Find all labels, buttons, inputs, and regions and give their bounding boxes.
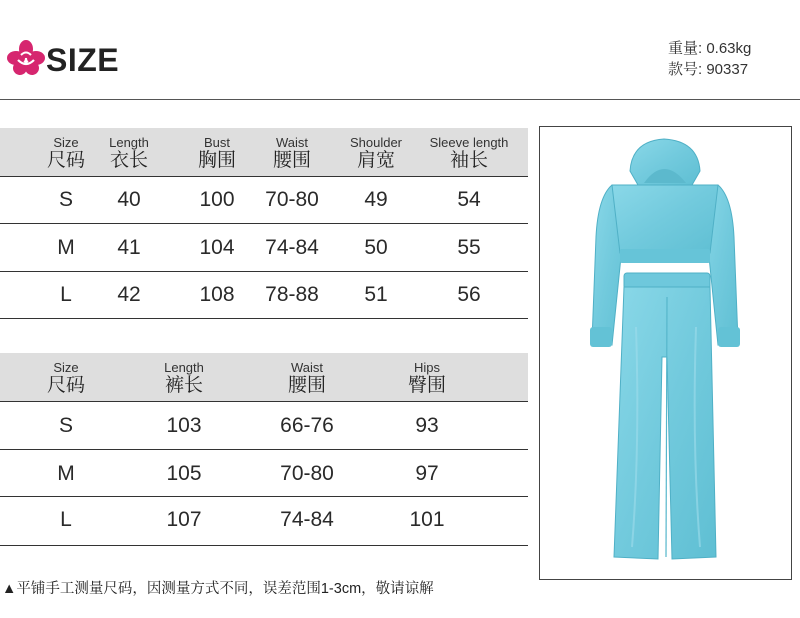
table-cell: 108: [199, 283, 235, 306]
table-rule: [0, 271, 528, 272]
column-header: Waist 腰围: [287, 360, 327, 396]
column-header: Size 尺码: [46, 135, 86, 171]
table-rule: [0, 176, 528, 177]
table-cell: 50: [364, 236, 388, 259]
table-cell: 70-80: [265, 188, 319, 211]
table-cell: 66-76: [280, 414, 334, 437]
table-cell: 78-88: [265, 283, 319, 306]
table-cell: 51: [364, 283, 388, 306]
table-cell: 74-84: [280, 508, 334, 531]
blue-hoodie-pants-set-photo: [540, 127, 791, 579]
header-divider: [0, 99, 800, 100]
measurement-note: [2, 578, 434, 600]
table-rule: [0, 449, 528, 450]
table-cell: 40: [117, 188, 141, 211]
table-cell: 107: [166, 508, 202, 531]
column-header: Waist 腰围: [272, 135, 312, 171]
top-size-table: [0, 128, 528, 320]
bottom-size-table: [0, 353, 528, 549]
table-cell: 104: [199, 236, 235, 259]
table-cell: M: [57, 462, 75, 485]
weight-text: 重量: 0.63kg: [668, 40, 752, 57]
table-cell: 41: [117, 236, 141, 259]
table-rule: [0, 496, 528, 497]
table-cell: 54: [457, 188, 481, 211]
table-cell: 100: [199, 188, 235, 211]
table-rule: [0, 223, 528, 224]
table-rule: [0, 318, 528, 319]
table-cell: 93: [415, 414, 439, 437]
triangle-up-icon: ▲: [2, 581, 17, 597]
column-header: Length 衣长: [109, 135, 149, 171]
table-cell: M: [57, 236, 75, 259]
column-header: Shoulder 肩宽: [349, 135, 403, 171]
column-header: Sleeve length 袖长: [429, 135, 509, 171]
table-cell: S: [58, 188, 74, 211]
product-meta: [668, 38, 778, 80]
table-cell: 101: [409, 508, 445, 531]
table-cell: 70-80: [280, 462, 334, 485]
table-cell: L: [60, 283, 72, 306]
product-photo: [539, 126, 792, 580]
table-cell: 42: [117, 283, 141, 306]
table-cell: L: [60, 508, 72, 531]
table-cell: 56: [457, 283, 481, 306]
column-header: Hips 臀围: [407, 360, 447, 396]
table-rule: [0, 401, 528, 402]
brand-title: SIZE: [46, 42, 120, 78]
table-cell: 74-84: [265, 236, 319, 259]
column-header: Length 裤长: [164, 360, 204, 396]
table-cell: S: [58, 414, 74, 437]
brand-logo-icon: [6, 38, 46, 78]
table-cell: 105: [166, 462, 202, 485]
note-text: 平铺手工测量尺码，因测量方式不同，误差范围1-3cm，敬请谅解: [16, 581, 434, 597]
table-rule: [0, 545, 528, 546]
table-cell: 97: [415, 462, 439, 485]
table-cell: 55: [457, 236, 481, 259]
table-cell: 49: [364, 188, 388, 211]
table-cell: 103: [166, 414, 202, 437]
style-number-text: 款号: 90337: [668, 61, 749, 78]
column-header: Size 尺码: [46, 360, 86, 396]
column-header: Bust 胸围: [197, 135, 237, 171]
